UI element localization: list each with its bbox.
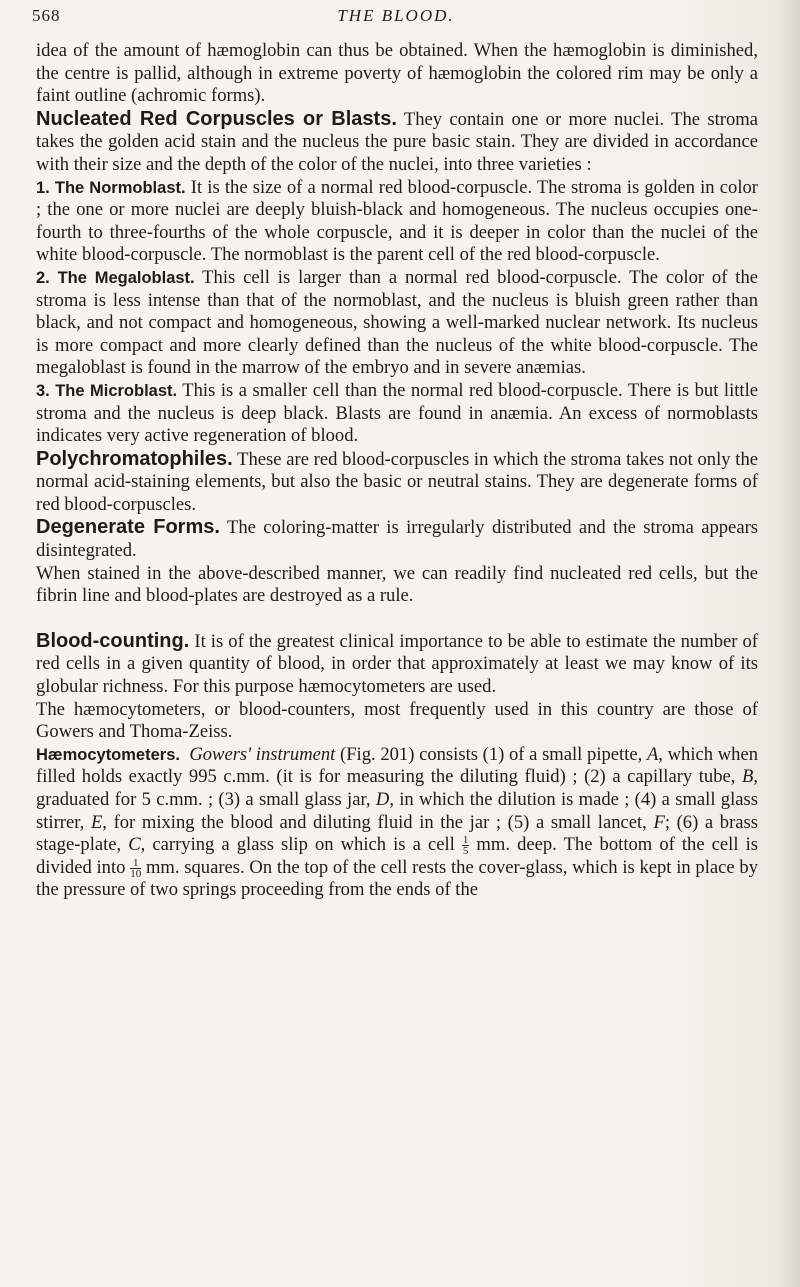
paragraph-nucleated-red-corpuscles <box>36 108 758 177</box>
label-e: E <box>90 811 103 833</box>
paragraph-text: mm. deep. The bottom of the cell is divided into <box>36 834 758 878</box>
paragraph-text: mm. squares. On the top of the cell rests the cover-glass, which is kept in place by the pressure of two springs proceeding from the ends of the <box>36 856 758 901</box>
section-heading-degenerate: Degenerate Forms. <box>36 516 220 539</box>
subheading-microblast: 3. The Microblast. <box>36 381 178 400</box>
paragraph-stained <box>36 563 758 608</box>
paragraph-text: This cell is larger than a normal red blood-corpuscle. The color of the stroma is less intense than that of the normoblast, and the nucleus is bluish green rather than black, and not compact and homogeneous, showing a well-marked nuclear network. Its nucleus is more compact and more clearly defined than the nucleus of the white blood-corpuscle. The megaloblast is found in the marrow of the embryo and in severe anæmias. <box>36 266 758 379</box>
fraction-denominator: 5 <box>462 845 469 858</box>
paragraph-text: , graduated for 5 c.mm. ; (3) a small glass jar, <box>36 766 758 810</box>
paragraph-polychromatophiles <box>36 448 758 517</box>
paragraph-text: , for mixing the blood and diluting fluid in the jar ; (5) a small lancet, <box>102 811 654 833</box>
paragraph-text: These are red blood-corpuscles in which the stroma takes not only the normal acid-staining elements, but also the basic or neutral stains. They are degenerate forms of red blood-corpuscles. <box>36 448 758 515</box>
paragraph-text: , in which the dilution is made ; (4) a small glass stirrer, <box>36 789 758 833</box>
section-heading-blood-counting: Blood-counting. <box>36 629 190 652</box>
paragraph-text: , which when filled holds exactly 995 c.mm. (it is for measuring the diluting fluid) ; (2) a capillary tube, <box>36 743 758 788</box>
paragraph-text: ; (6) a brass stage-plate, <box>36 811 759 856</box>
label-d: D <box>375 789 390 810</box>
subheading-megaloblast: 2. The Megaloblast. <box>36 268 195 287</box>
paragraph-gowers-instrument <box>36 744 758 902</box>
paragraph-text: idea of the amount of hæmoglobin can thus be obtained. When the hæmoglobin is diminished, the centre is pallid, although in extreme poverty of hæmoglobin the colored rim may be only a faint outline (achromic forms). <box>36 40 758 107</box>
fraction-one-tenth <box>130 858 141 879</box>
section-heading-nucleated: Nucleated Red Corpuscles or Blasts. <box>36 107 397 130</box>
paragraph-text: The coloring-matter is irregularly distributed and the stroma appears disintegrated. <box>36 517 758 562</box>
subheading-normoblast: 1. The Normoblast. <box>36 178 186 197</box>
fraction-denominator: 10 <box>130 868 142 881</box>
paragraph-hemoglobin-idea <box>36 40 758 108</box>
fraction-numerator: 1 <box>130 858 141 869</box>
page-number: 568 <box>32 6 61 25</box>
paragraph-microblast <box>36 380 758 448</box>
running-head: THE BLOOD. <box>337 6 455 25</box>
subheading-hemocytometers: Hæmocytometers. <box>36 745 180 764</box>
body-text <box>36 40 758 902</box>
paragraph-hemocytometers-intro <box>36 699 758 744</box>
page-header <box>32 6 760 28</box>
fraction-numerator: 1 <box>462 834 469 847</box>
paragraph-text: It is of the greatest clinical importance to be able to estimate the number of red cells in a given quantity of blood, in order that approximately at least we may know of its globular richness. For this purpose hæmocytometers are used. <box>36 630 758 698</box>
paragraph-text: It is the size of a normal red blood-corpuscle. The stroma is golden in color ; the one or more nuclei are deeply bluish-black and homogeneous. The nucleus occupies one-fourth to three-fourths of the whole corpuscle, and it is deeper in color than the nuclei of the white blood-corpuscle. The normoblast is the parent cell of the red blood-corpuscle. <box>36 176 758 266</box>
paragraph-text: This is a smaller cell than the normal red blood-corpuscle. There is but little stroma and the nucleus is deep black. Blasts are found in anæmia. An excess of normoblasts indicates very active regeneration of blood. <box>36 379 758 447</box>
label-a: A <box>646 743 659 765</box>
paragraph-text: When stained in the above-described manner, we can readily find nucleated red cells, but the fibrin line and blood-plates are destroyed as a rule. <box>36 562 758 607</box>
paragraph-blood-counting <box>36 630 758 699</box>
label-c: C <box>128 834 141 856</box>
section-heading-polychromatophiles: Polychromatophiles. <box>36 447 233 470</box>
label-f: F <box>653 811 665 833</box>
paragraph-text: They contain one or more nuclei. The stroma takes the golden acid stain and the nucleus the pure basic stain. They are divided in accordance with their size and the depth of the color of the nuclei, into three varieties : <box>36 108 758 175</box>
paragraph-megaloblast <box>36 267 758 380</box>
paragraph-normoblast <box>36 177 758 267</box>
instrument-name: Gowers' instrument <box>189 743 336 765</box>
paragraph-degenerate-forms <box>36 516 758 562</box>
paragraph-text: The hæmocytometers, or blood-counters, most frequently used in this country are those of Gowers and Thoma-Zeiss. <box>36 698 758 743</box>
section-spacer <box>36 608 758 630</box>
paragraph-text: , carrying a glass slip on which is a cell <box>140 834 462 856</box>
paragraph-text: (Fig. 201) consists (1) of a small pipette, <box>335 743 647 765</box>
label-b: B <box>741 766 754 788</box>
